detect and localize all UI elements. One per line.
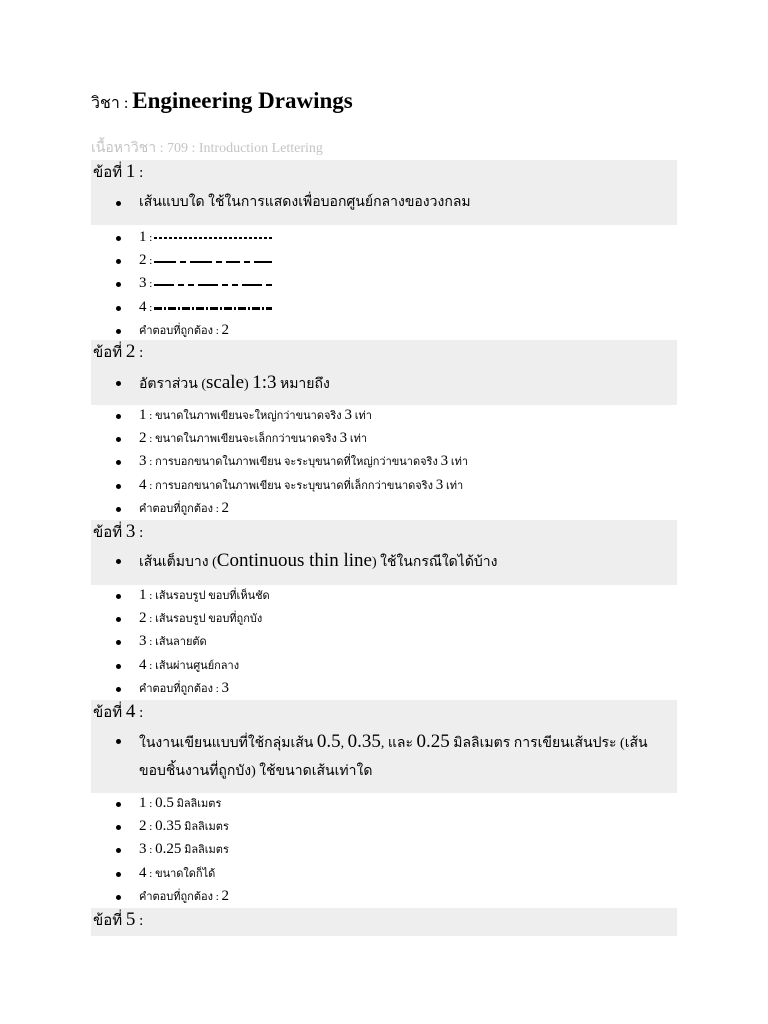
answer: คำตอบที่ถูกต้อง : 3 xyxy=(91,677,677,700)
question-1-options xyxy=(91,226,677,342)
option-3: 3 : xyxy=(91,272,677,295)
page-title xyxy=(91,86,353,119)
answer: คำตอบที่ถูกต้อง : 2 xyxy=(91,319,677,342)
option-4: 4 : เส้นผ่านศูนย์กลาง xyxy=(91,654,677,677)
option-1: 1 : xyxy=(91,226,677,249)
question-1-number: ข้อที่ 1 : xyxy=(93,161,144,182)
question-5-number: ข้อที่ 5 : xyxy=(93,909,144,930)
answer: คำตอบที่ถูกต้อง : 2 xyxy=(91,497,677,520)
question-2-options xyxy=(91,404,677,520)
option-2: 2 : xyxy=(91,249,677,272)
dashed-line-sample xyxy=(154,237,272,239)
question-3-header xyxy=(91,520,677,585)
question-2-header xyxy=(91,340,677,405)
option-4: 4 : การบอกขนาดในภาพเขียน จะระบุขนาดที่เล็กกว่าขนาดจริง 3 เท่า xyxy=(91,474,677,497)
option-1: 1 : เส้นรอบรูป ขอบที่เห็นชัด xyxy=(91,584,677,607)
question-2-text: อัตราส่วน (scale) 1:3 หมายถึง xyxy=(139,370,663,398)
topic-line: เนื้อหาวิชา : 709 : Introduction Lettering xyxy=(91,141,323,156)
option-3: 3 : 0.25 มิลลิเมตร xyxy=(91,838,677,861)
question-4-header xyxy=(91,700,677,793)
question-2-number: ข้อที่ 2 : xyxy=(93,341,144,362)
question-4-options xyxy=(91,792,677,908)
option-3: 3 : เส้นลายตัด xyxy=(91,630,677,653)
thick-chain-line-sample xyxy=(154,307,272,310)
question-1-text: เส้นแบบใด ใช้ในการแสดงเพื่อบอกศูนย์กลางของวงกลม xyxy=(139,190,663,216)
subject-name: Engineering Drawings xyxy=(132,88,353,113)
question-4-number: ข้อที่ 4 : xyxy=(93,701,144,722)
question-4-text: ในงานเขียนแบบที่ใช้กลุ่มเส้น 0.5, 0.35, และ 0.25 มิลลิเมตร การเขียนเส้นประ (เส้นขอบชิ้นงานที่ถูกบัง) ใช้ขนาดเส้นเท่าใด xyxy=(139,728,663,786)
question-1-header xyxy=(91,160,677,225)
option-2: 2 : ขนาดในภาพเขียนจะเล็กกว่าขนาดจริง 3 เท่า xyxy=(91,427,677,450)
option-3: 3 : การบอกขนาดในภาพเขียน จะระบุขนาดที่ใหญ่กว่าขนาดจริง 3 เท่า xyxy=(91,450,677,473)
option-2: 2 : 0.35 มิลลิเมตร xyxy=(91,815,677,838)
question-5-header xyxy=(91,908,677,936)
question-3-options xyxy=(91,584,677,700)
option-1: 1 : ขนาดในภาพเขียนจะใหญ่กว่าขนาดจริง 3 เท่า xyxy=(91,404,677,427)
question-3-text: เส้นเต็มบาง (Continuous thin line) ใช้ในกรณีใดได้บ้าง xyxy=(139,548,663,576)
option-4: 4 : ขนาดใดก็ได้ xyxy=(91,862,677,885)
option-2: 2 : เส้นรอบรูป ขอบที่ถูกบัง xyxy=(91,607,677,630)
question-3-number: ข้อที่ 3 : xyxy=(93,521,144,542)
answer: คำตอบที่ถูกต้อง : 2 xyxy=(91,885,677,908)
subject-prefix: วิชา : xyxy=(91,95,133,112)
double-chain-line-sample xyxy=(154,284,272,286)
option-4: 4 : xyxy=(91,296,677,319)
chain-line-sample xyxy=(154,261,272,263)
option-1: 1 : 0.5 มิลลิเมตร xyxy=(91,792,677,815)
